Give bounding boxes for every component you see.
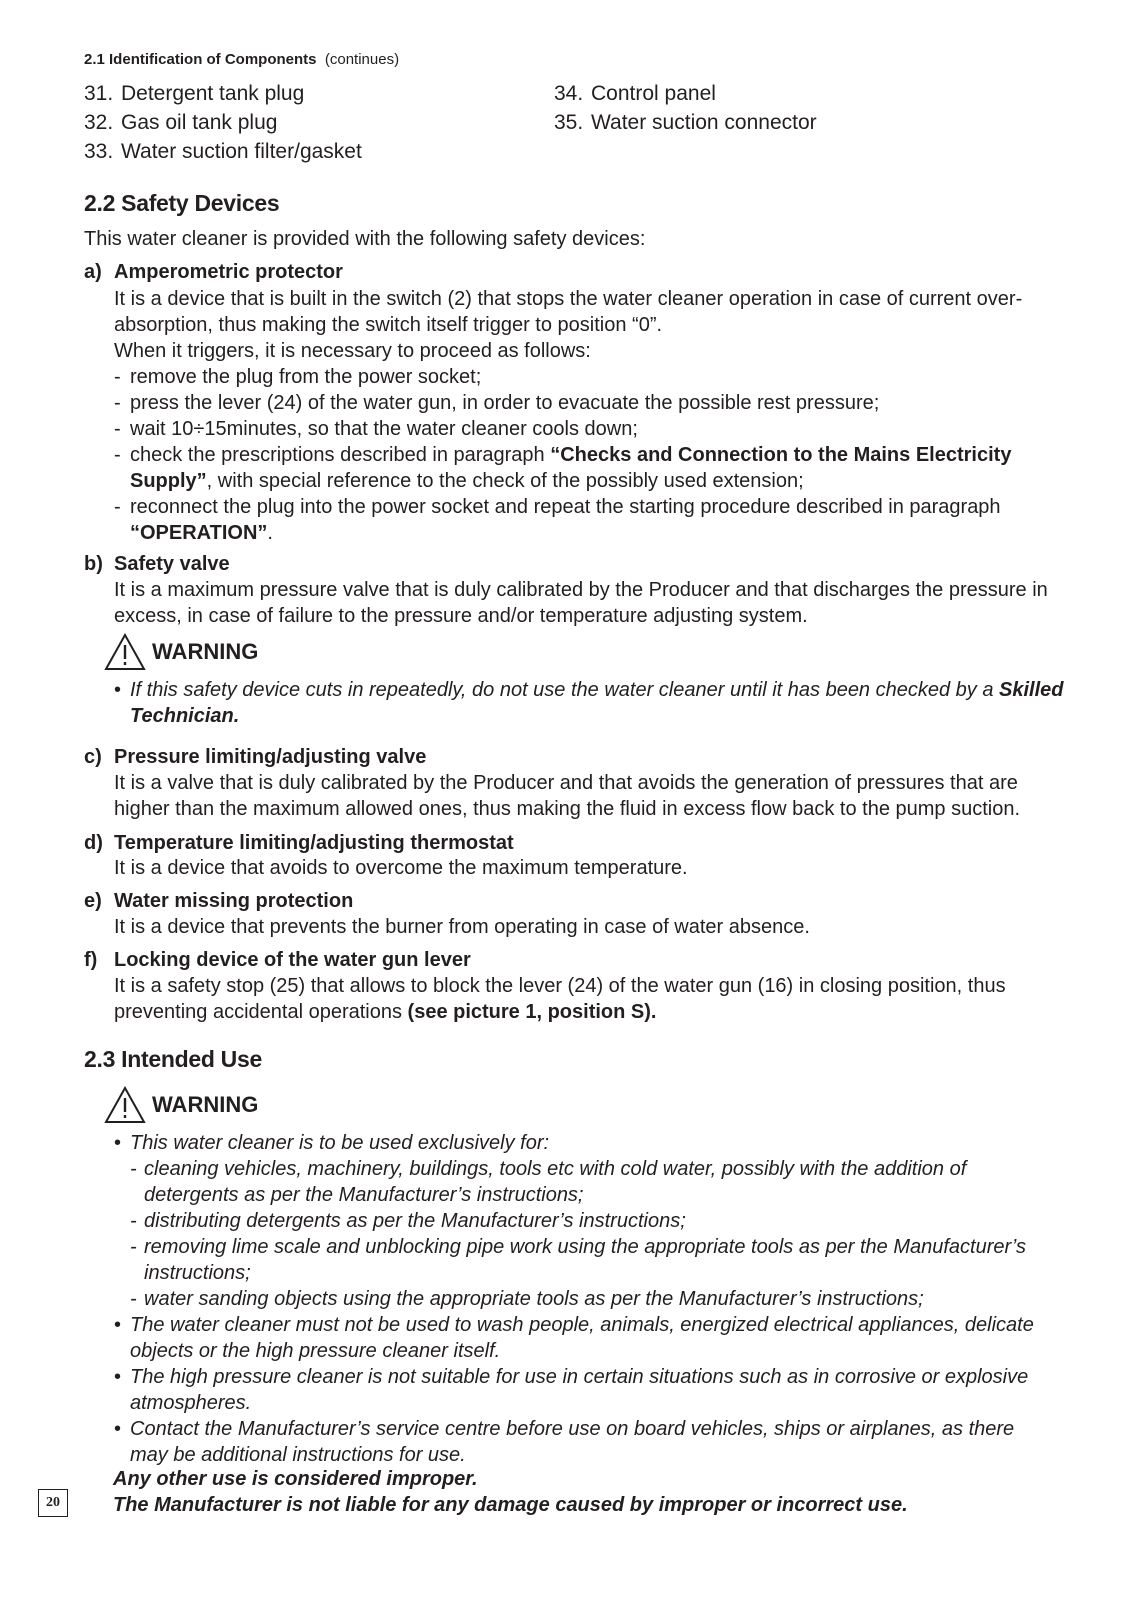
item-a-heading: a) Amperometric protector	[84, 261, 343, 283]
warning-text: • If this safety device cuts in repeatedly, do not use the water cleaner until it has been checked by a Skilled Technician.	[114, 677, 1074, 729]
intended-use-list	[114, 1130, 1054, 1468]
step: - wait 10÷15minutes, so that the water cleaner cools down;	[114, 416, 1074, 442]
liability-note: The Manufacturer is not liable for any damage caused by improper or incorrect use.	[113, 1494, 908, 1516]
list-item: - cleaning vehicles, machinery, buildings, tools etc with cold water, possibly with the addition of detergents as per the Manufacturer’s instructions;	[114, 1156, 1054, 1208]
item-a-text: It is a device that is built in the switch (2) that stops the water cleaner operation in case of current over-absorption, thus making the switch itself trigger to position “0”.	[114, 288, 1023, 336]
list-item: 35. Water suction connector	[554, 111, 817, 134]
step: - reconnect the plug into the power socket and repeat the starting procedure described in paragraph “OPERATION”.	[114, 494, 1074, 546]
list-item: 32. Gas oil tank plug	[84, 111, 278, 134]
intended-use-heading: 2.3 Intended Use	[84, 1046, 262, 1072]
list-item: 33. Water suction filter/gasket	[84, 140, 362, 163]
improper-use-note: Any other use is considered improper.	[113, 1468, 478, 1490]
item-b-heading: b) Safety valve	[84, 553, 230, 575]
list-item: • The high pressure cleaner is not suitable for use in certain situations such as in corrosive or explosive atmospheres.	[114, 1364, 1054, 1416]
item-c-heading: c) Pressure limiting/adjusting valve	[84, 746, 427, 768]
safety-intro: This water cleaner is provided with the following safety devices:	[84, 228, 646, 250]
components-list-left	[84, 79, 362, 166]
list-item: - removing lime scale and unblocking pipe work using the appropriate tools as per the Manufacturer’s instructions;	[114, 1234, 1054, 1286]
list-item: • This water cleaner is to be used exclusively for:	[114, 1130, 1054, 1156]
list-item: - water sanding objects using the appropriate tools as per the Manufacturer’s instructions;	[114, 1286, 1054, 1312]
item-f-heading: f) Locking device of the water gun lever	[84, 949, 471, 971]
section-suffix: (continues)	[324, 51, 400, 68]
components-list-right	[554, 79, 817, 137]
list-item: 31. Detergent tank plug	[84, 82, 305, 105]
safety-devices-heading: 2.2 Safety Devices	[84, 190, 280, 216]
warning-triangle-icon	[104, 633, 146, 671]
item-a-body	[114, 286, 1074, 546]
step: - remove the plug from the power socket;	[114, 364, 1074, 390]
warning-heading: WARNING	[104, 633, 258, 671]
item-d-text: It is a device that avoids to overcome the maximum temperature.	[114, 857, 688, 879]
step: - check the prescriptions described in paragraph “Checks and Connection to the Mains Electricity Supply”, with special reference to the check of the possibly used extension;	[114, 442, 1074, 494]
item-d-heading: d) Temperature limiting/adjusting thermostat	[84, 832, 514, 854]
item-a-text2: When it triggers, it is necessary to proceed as follows:	[114, 340, 591, 362]
step: - press the lever (24) of the water gun, in order to evacuate the possible rest pressure;	[114, 390, 1074, 416]
list-item: 34. Control panel	[554, 82, 716, 105]
item-e-heading: e) Water missing protection	[84, 890, 354, 912]
list-item: • Contact the Manufacturer’s service centre before use on board vehicles, ships or airplanes, as there may be additional instructions for use.	[114, 1416, 1054, 1468]
item-e-text: It is a device that prevents the burner from operating in case of water absence.	[114, 916, 810, 938]
section-title: 2.1 Identification of Components	[84, 51, 317, 68]
item-c-text: It is a valve that is duly calibrated by the Producer and that avoids the generation of pressures that are higher than the maximum allowed ones, thus making the fluid in excess flow back to the pump suction.	[114, 772, 1021, 820]
section-breadcrumb	[84, 51, 399, 68]
item-b-text: It is a maximum pressure valve that is duly calibrated by the Producer and that discharges the pressure in excess, in case of failure to the pressure and/or temperature adjusting system.	[114, 579, 1048, 627]
page-number: 20	[38, 1489, 68, 1517]
list-item: • The water cleaner must not be used to wash people, animals, energized electrical appliances, delicate objects or the high pressure cleaner itself.	[114, 1312, 1054, 1364]
warning-triangle-icon	[104, 1086, 146, 1124]
list-item: - distributing detergents as per the Manufacturer’s instructions;	[114, 1208, 1054, 1234]
warning-heading: WARNING	[104, 1086, 258, 1124]
item-f-text: It is a safety stop (25) that allows to block the lever (24) of the water gun (16) in closing position, thus preventing accidental operations (see picture 1, position S).	[114, 975, 1006, 1023]
